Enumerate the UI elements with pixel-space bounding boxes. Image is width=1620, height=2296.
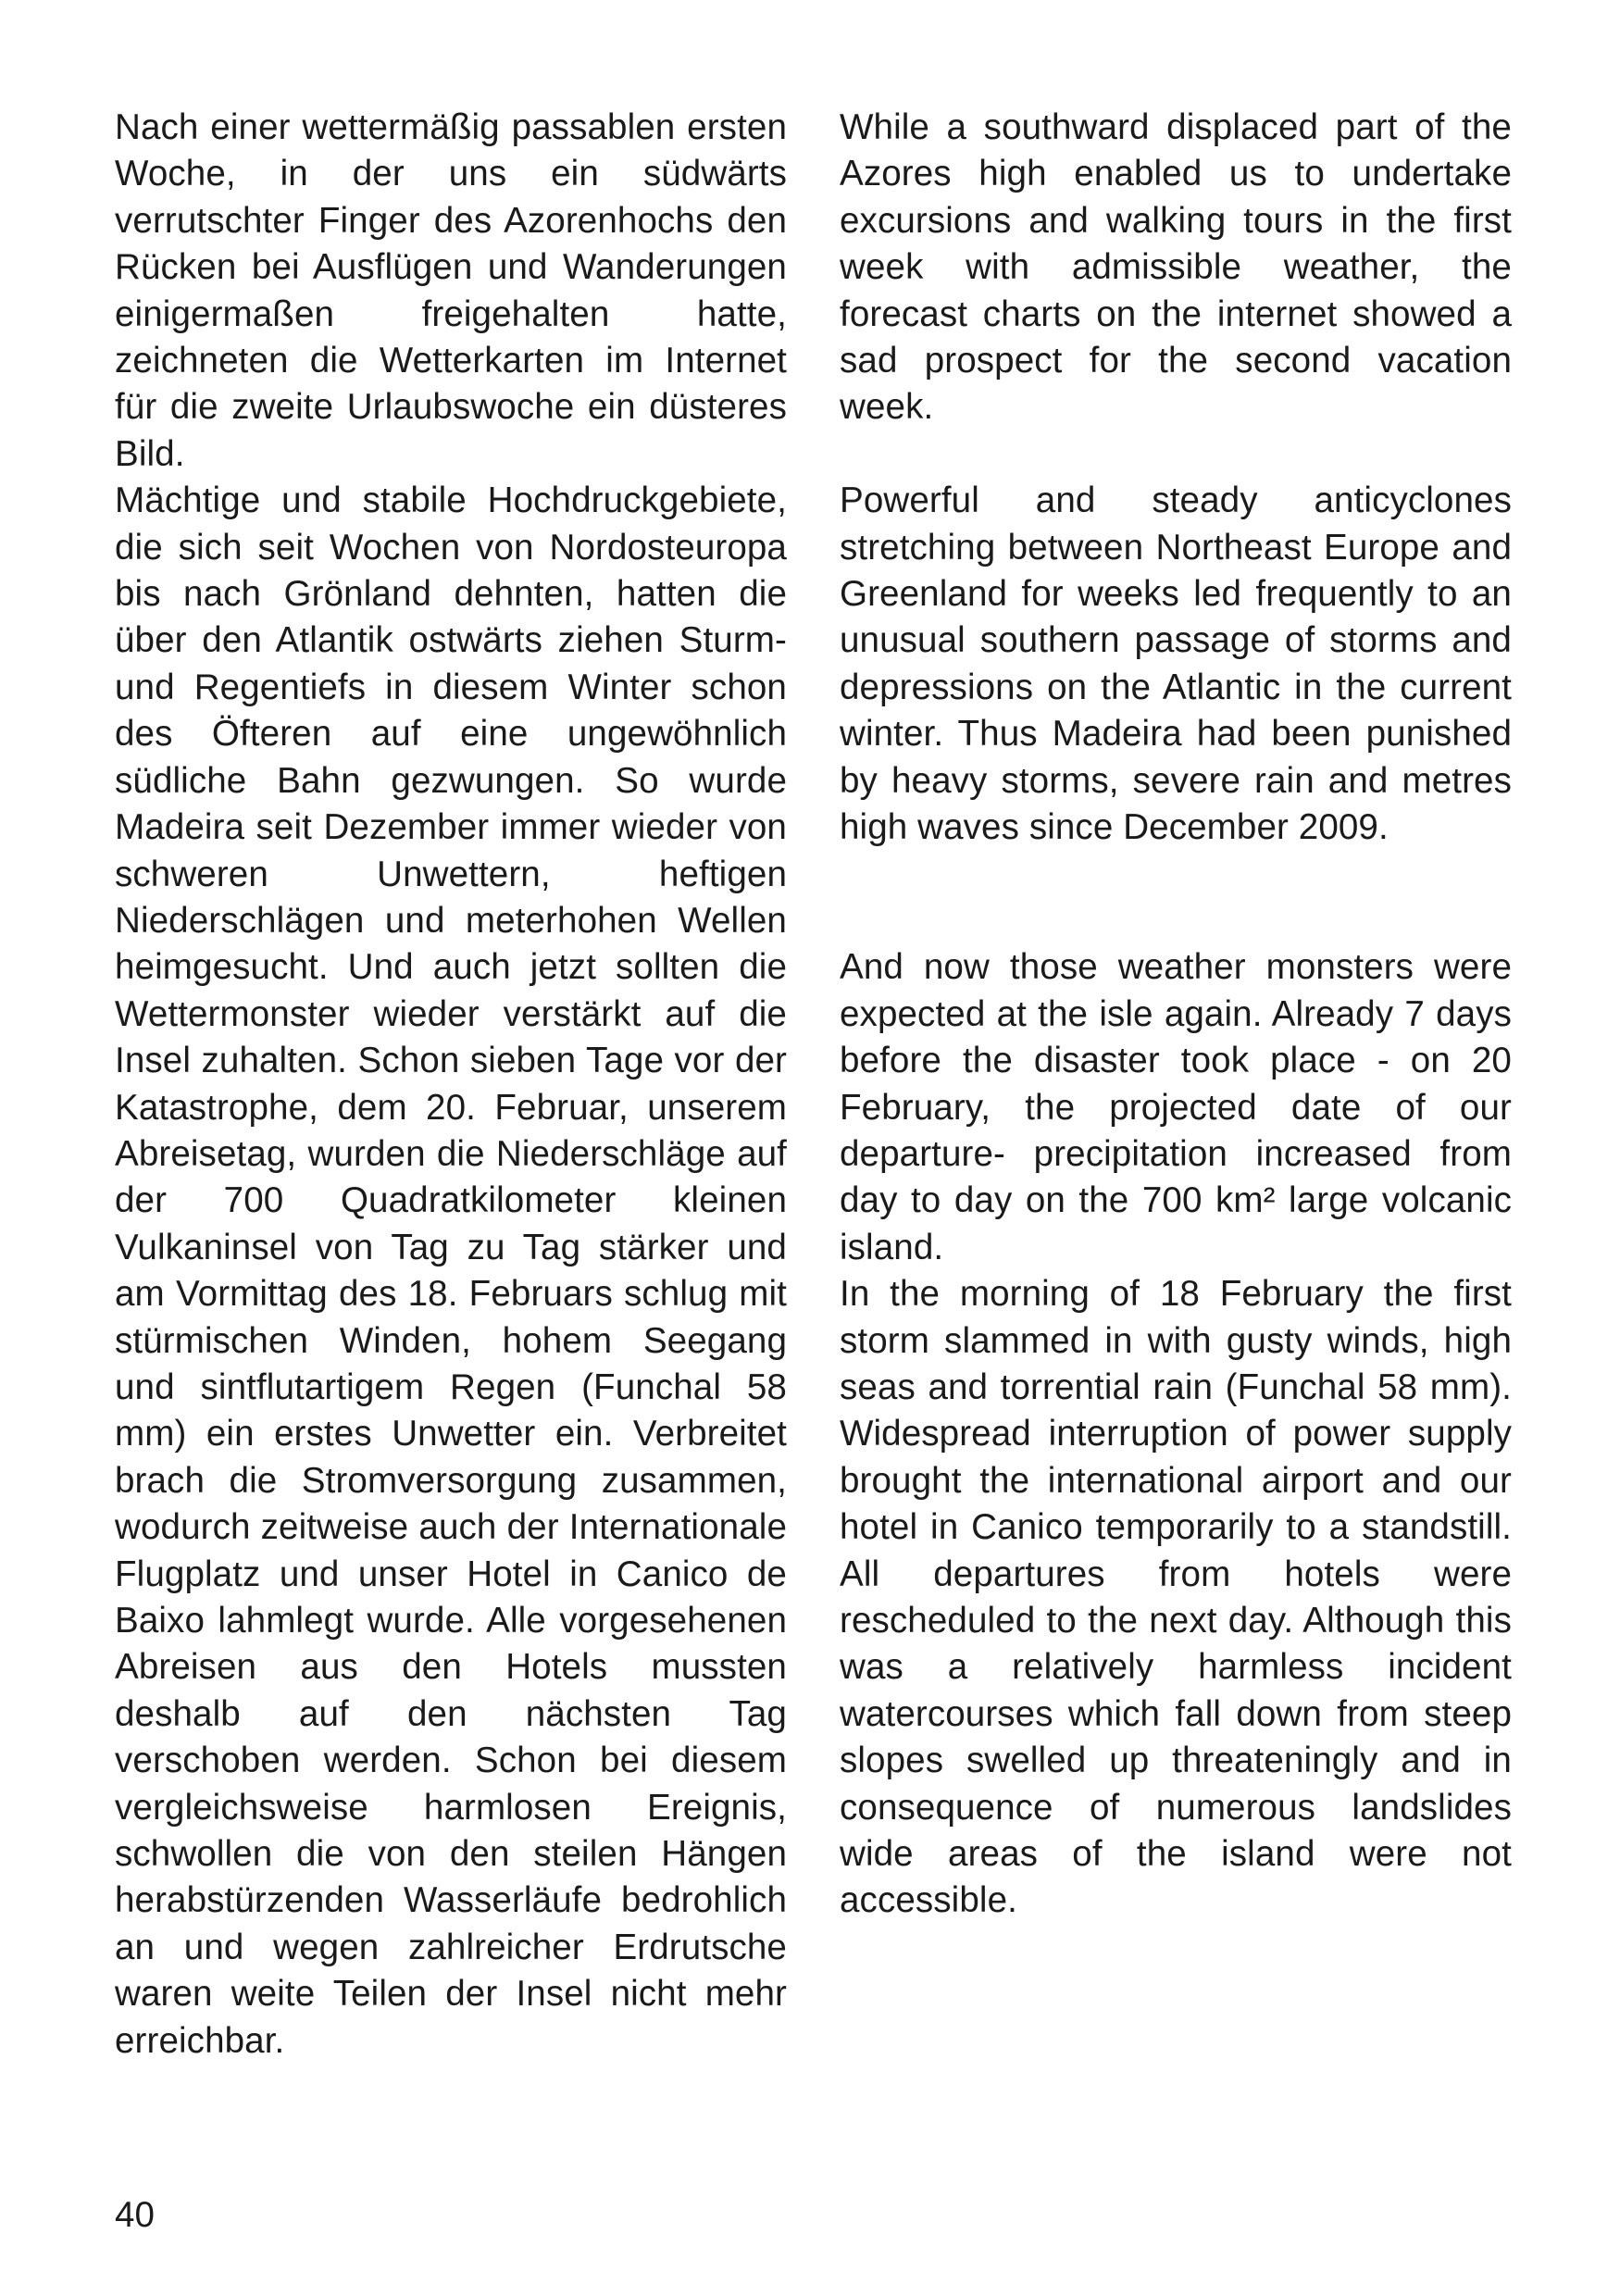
german-paragraph-1: Nach einer wettermäßig passablen ersten Woche, in der uns ein südwärts verrutschter Finger des Azorenhochs den Rücken bei Ausflügen und Wanderungen einigermaßen freigehalten hatte, zeichneten die Wetterkarten im Internet für die zweite Urlaubswoche ein düsteres Bild. (115, 107, 787, 474)
english-paragraph-4: In the morning of 18 February the first storm slammed in with gusty winds, high seas and torrential rain (Funchal 58 mm). Widespread interruption of power supply brought the international airport and our hotel in Canico temporarily to a standstill. All departures from hotels were rescheduled to the next day. Although this was a relatively harmless incident watercourses which fall down from steep slopes swelled up threateningly and in consequence of numerous landslides wide areas of the island were not accessible. (840, 1274, 1512, 1921)
english-paragraph-2: Powerful and steady anticyclones stretching between Northeast Europe and Greenland for weeks led frequently to an unusual southern passage of storms and depressions on the Atlantic in the current winter. Thus Madeira had been punished by heavy storms, severe rain and metres high waves since December 2009. (840, 480, 1512, 848)
english-text-column (840, 105, 1512, 1925)
english-paragraph-3: And now those weather monsters were expected at the isle again. Already 7 days before the disaster took place - on 20 February, the projected date of our departure- precipitation increased from day to day on the 700 km² large volcanic island. (840, 947, 1512, 1267)
english-paragraph-1: While a southward displaced part of the Azores high enabled us to undertake excursions and walking tours in the first week with admissible weather, the forecast charts on the internet showed a sad prospect for the second vacation week. (840, 107, 1512, 428)
page-number: 40 (115, 2195, 155, 2235)
german-paragraph-2: Mächtige und stabile Hochdruckgebiete, die sich seit Wochen von Nordosteuropa bis nach Grönland dehnten, hatten die über den Atlantik ostwärts ziehen Sturm- und Regentiefs in diesem Winter schon des Öfteren auf eine ungewöhnlich südliche Bahn gezwungen. So wurde Madeira seit Dezember immer wieder von schweren Unwettern, heftigen Niederschlägen und meterhohen Wellen heimgesucht. Und auch jetzt sollten die Wettermonster wieder verstärkt auf die Insel zuhalten. Schon sieben Tage vor der Katastrophe, dem 20. Februar, unserem Abreisetag, wurden die Niederschläge auf der 700 Quadratkilometer kleinen Vulkaninsel von Tag zu Tag stärker und am Vormittag des 18. Februars schlug mit stürmischen Winden, hohem Seegang und sintflutartigem Regen (Funchal 58 mm) ein erstes Unwetter ein. Verbreitet brach die Stromversorgung zusammen, wodurch zeitweise auch der Internationale Flugplatz und unser Hotel in Canico de Baixo lahmlegt wurde. Alle vorgesehenen Abreisen aus den Hotels mussten deshalb auf den nächsten Tag verschoben werden. Schon bei diesem vergleichsweise harmlosen Ereignis, schwollen die von den steilen Hängen herabstürzenden Wasserläufe bedrohlich an und wegen zahlreicher Erdrutsche waren weite Teilen der Insel nicht mehr erreichbar. (115, 480, 787, 2061)
german-text-column (115, 105, 787, 2065)
